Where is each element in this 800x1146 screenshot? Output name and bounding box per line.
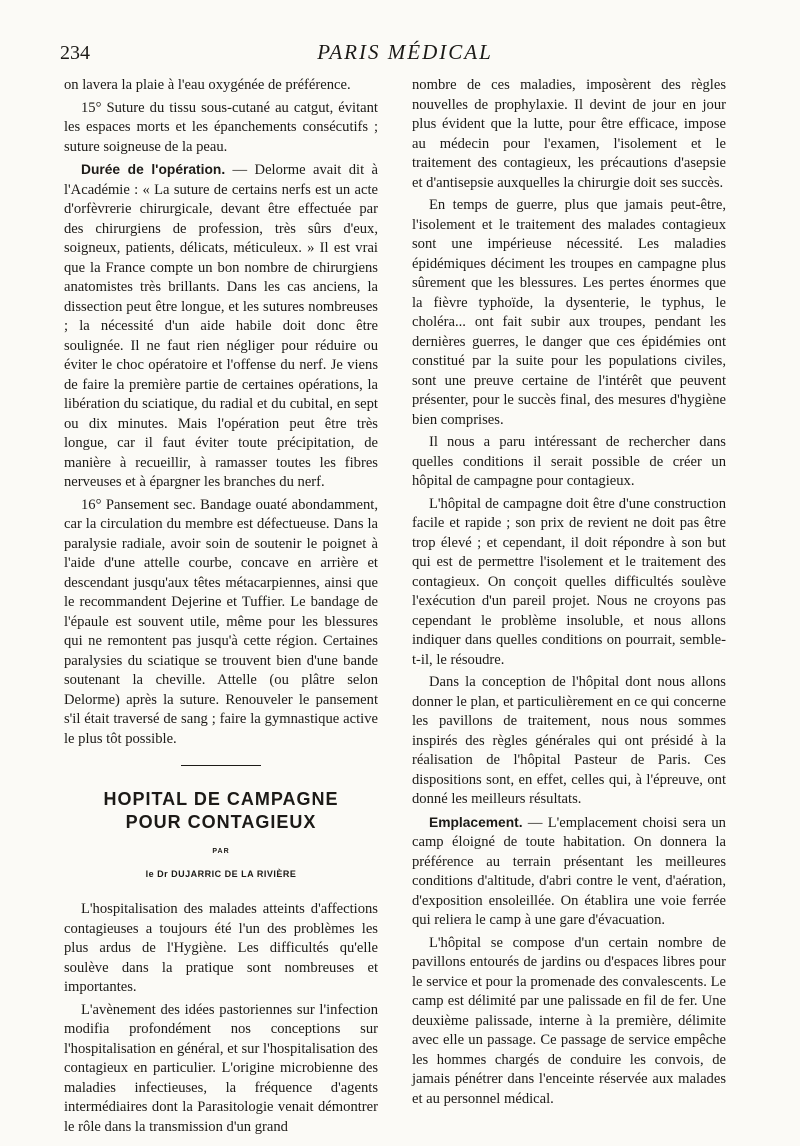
section-divider xyxy=(181,765,261,766)
paragraph: 16° Pansement sec. Bandage ouaté abondamment, car la circulation du membre est défectueuse. Dans la paralysie radiale, avoir soin de soutenir le poignet à l'aide d'une attelle courbe, concave en arrière et descendant jusqu'aux têtes métacarpiennes, ainsi que le recommandent Dejerine et Tuffier. Le bandage de l'épaule est souvent utile, même pour les blessures qui ne remontent pas jusqu'à cette région. Certaines paralysies du sciatique se trouvent bien d'une bande soutenant la cheville. Attelle (ou plâtre selon Delorme) après la suture. Renouveler le pansement s'il était traversé de sang ; faire la gymnastique active le plus tôt possible. xyxy=(64,496,378,747)
left-column xyxy=(64,76,378,1140)
article-title xyxy=(64,788,378,834)
emplacement-text: — L'emplacement choisi sera un camp éloigné de toute habitation. On donnera la préférence au terrain présentant les meilleures conditions d'altitude, d'abri contre le vent, d'aération, d'exposition ensoleillée. On établira une voie ferrée qui reliera le camp à une gare d'évacuation. xyxy=(412,814,726,928)
byline-author: le Dr DUJARRIC DE LA RIVIÈRE xyxy=(145,868,297,879)
paragraph: Il nous a paru intéressant de rechercher dans quelles conditions il serait possible de créer un hôpital de campagne pour contagieux. xyxy=(412,434,726,489)
paragraph: 15° Suture du tissu sous-cutané au catgut, évitant les espaces morts et les épanchements consécutifs ; suture soigneuse de la peau. xyxy=(64,99,378,155)
paragraph: on lavera la plaie à l'eau oxygénée de préférence. xyxy=(64,77,351,93)
paragraph: nombre de ces maladies, imposèrent des règles nouvelles de prophylaxie. Il devint de jour en jour plus évident que la lutte, pour être efficace, impose au médecin pour l'examen, l'isolement et le traitement des contagieux, les précautions d'asepsie et d'antisepsie auxquelles la chirurgie doit ses succès. xyxy=(412,77,726,191)
paragraph: L'hospitalisation des malades atteints d'affections contagieuses a toujours été l'un des problèmes les plus ardus de l'Hygiène. Les difficultés qu'elle soulève dans la pratique sont nombreuses et importantes. xyxy=(64,901,378,995)
paragraph: L'avènement des idées pastoriennes sur l'infection modifia profondément nos conceptions sur l'hospitalisation en général, et sur l'hospitalisation des contagieux en particulier. L'origine microbienne des maladies infectieuses, la fréquence d'agents intermédiaires dont la Parasitologie venait démontrer le rôle dans la transmission d'un grand xyxy=(64,1001,378,1135)
running-title: PARIS MÉDICAL xyxy=(317,40,493,64)
page-header xyxy=(60,36,750,66)
paragraph: Dans la conception de l'hôpital dont nous allons donner le plan, et particulièrement en ce qui concerne les pavillons de traitement, nous nous sommes inspirés des règles générales qui ont présidé à la réalisation de l'hôpital Pasteur de Paris. Ces dispositions sont, en effet, celles qui, à l'épreuve, ont donné les meilleurs résultats. xyxy=(412,674,726,807)
page-number: 234 xyxy=(60,42,90,64)
byline-par: PAR xyxy=(212,848,230,855)
paragraph: L'hôpital de campagne doit être d'une construction facile et rapide ; son prix de revient ne doit pas être trop élevé ; et cependant, il doit répondre à son but qui est de permettre l'isolement et le traitement des contagieux. On conçoit quelles difficultés soulève l'exécution d'un pareil projet. Nous ne croyons pas cependant le problème insoluble, et nous allons indiquer dans quelles conditions on pourrait, semble-t-il, le résoudre. xyxy=(412,495,726,668)
paragraph-emplacement xyxy=(412,813,726,931)
right-column xyxy=(412,76,726,1112)
paragraph: L'hôpital se compose d'un certain nombre de pavillons entourés de jardins ou d'espaces libres pour le service et pour la promenade des convalescents. Le camp est délimité par une palissade en fil de fer. Une deuxième palissade, interne à la première, délimite avec elle un passage. Ce passage de service empêche les hommes chargés de conduire les convois, de jamais pénétrer dans l'enceinte réservée aux malades et au personnel médical. xyxy=(412,934,726,1107)
article-title-line1: HOPITAL DE CAMPAGNE xyxy=(103,789,339,809)
article-title-line2: POUR CONTAGIEUX xyxy=(125,812,317,832)
emplacement-heading: Emplacement. xyxy=(429,814,523,830)
duree-text: — Delorme avait dit à l'Académie : « La suture de certains nerfs est un acte d'orfèvrerie chirurgicale, devant être effectuée par des chirurgiens de profession, très sûrs d'eux, soigneux, patients, délicats, méticuleux. » Il est vrai que la France compte un bon nombre de chirurgiens anatomistes très brillants. Dans les cas anciens, la dissection peut être longue, et les sutures nombreuses ; la nécessité d'un aide habile doit donc être soulignée. Il ne faut rien négliger pour réduire ou éviter le choc opératoire et l'offense du nerf. Je viens de faire la première partie de certaines opérations, la libération du sciatique, du radial et du cubital, en sept ou dix minutes. Mais l'opération peut être très longue, car il faut éviter toute précipitation, de manière à recueillir, à ramasser toutes les fibres nerveuses et à épargner les branches du nerf. xyxy=(64,162,378,490)
paragraph-duree xyxy=(64,160,378,493)
duree-heading: Durée de l'opération. xyxy=(81,162,226,177)
paragraph: En temps de guerre, plus que jamais peut-être, l'isolement et le traitement des malades contagieux sont une impérieuse nécessité. Les maladies épidémiques déciment les troupes en campagne plus sûrement que les blessures. Les pertes énormes que la fièvre typhoïde, la dysenterie, le typhus, le choléra... ont fait subir aux troupes, pendant les dernières guerres, le danger que ces épidémies ont constitué par la suite pour les populations civiles, sont une preuve certaine de l'intérêt que peuvent présenter, pour le succès final, des mesures d'hygiène bien comprises. xyxy=(412,197,726,428)
